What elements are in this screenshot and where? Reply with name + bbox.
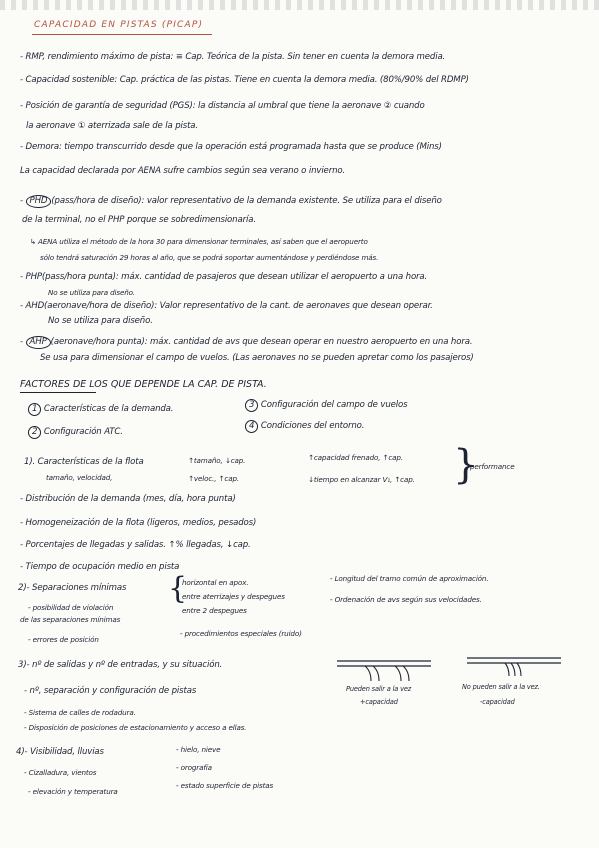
title-underline bbox=[32, 34, 212, 35]
special-procedures: - procedimientos especiales (ruido) bbox=[180, 629, 302, 638]
occupancy-line: - Tiempo de ocupación medio en pista bbox=[20, 562, 180, 572]
rmp-line: - RMP, rendimiento máximo de pista: ≡ Cap. Teórica de la pista. Sin tener en cuenta la demora media. bbox=[20, 52, 446, 62]
performance-label: performance bbox=[470, 462, 515, 471]
windshear-line: - Cizalladura, vientos bbox=[24, 768, 97, 777]
homogeneity-line: - Homogeneización de la flota (ligeros, medios, pesados) bbox=[20, 518, 257, 528]
visibility-line: 4)- Visibilidad, lluvias bbox=[16, 747, 104, 757]
aena-line: La capacidad declarada por AENA sufre cambios según sea verano o invierno. bbox=[20, 166, 346, 176]
ahp-line-2: Se usa para dimensionar el campo de vuelos. (Las aeronaves no se pueden apretar como los pasajeros) bbox=[40, 353, 474, 363]
distribution-line: - Distribución de la demanda (mes, día, hora punta) bbox=[20, 494, 236, 504]
factor-3: 3 Configuración del campo de vuelos bbox=[245, 399, 407, 412]
ahp-label: AHP bbox=[26, 336, 51, 349]
separation-two-takeoffs: entre 2 despegues bbox=[182, 606, 247, 615]
factors-heading: FACTORES DE LOS QUE DEPENDE LA CAP. DE PISTA. bbox=[20, 379, 267, 390]
runway-surface-line: - estado superficie de pistas bbox=[176, 781, 274, 790]
factor-1: 1 Características de la demanda. bbox=[28, 403, 173, 416]
diagram-2-caption: No pueden salir a la vez. bbox=[462, 683, 540, 691]
diagram-1-effect: +capacidad bbox=[360, 698, 398, 706]
factors-heading-underline bbox=[20, 392, 96, 393]
parking-line: - Disposición de posiciones de estacionamiento y acceso a ellas. bbox=[24, 723, 247, 732]
fleet-speed: ↑veloc., ↑cap. bbox=[188, 474, 240, 483]
perforation-edge bbox=[0, 0, 599, 10]
fleet-sub: tamaño, velocidad, bbox=[46, 473, 113, 482]
runway-diagram-adjacent-exits bbox=[465, 652, 565, 680]
separation-heading: 2)- Separaciones mínimas bbox=[18, 583, 127, 593]
phd-line-2: de la terminal, no el PHP porque se sobredimensionaría. bbox=[22, 215, 256, 225]
fleet-heading: 1). Características de la flota bbox=[24, 457, 144, 467]
performance-brace: } bbox=[453, 442, 479, 488]
fleet-braking: ↑capacidad frenado, ↑cap. bbox=[308, 453, 403, 462]
orography-line: - orografía bbox=[176, 763, 212, 772]
violation-line-1: - posibilidad de violación bbox=[28, 603, 114, 612]
fleet-size: ↑tamaño, ↓cap. bbox=[188, 456, 246, 465]
percentage-line: - Porcentajes de llegadas y salidas. ↑% llegadas, ↓cap. bbox=[20, 540, 251, 550]
separation-land-takeoff: entre aterrizajes y despegues bbox=[182, 592, 285, 601]
php-line-2: No se utiliza para diseño. bbox=[48, 288, 136, 297]
factor-4: 4 Condiciones del entorno. bbox=[245, 420, 364, 433]
separation-brace: { bbox=[168, 571, 188, 606]
pgs-line-1: - Posición de garantía de seguridad (PGS): la distancia al umbral que tiene la aeronave ② cuando bbox=[20, 101, 425, 111]
demora-line: - Demora: tiempo transcurrido desde que la operación está programada hasta que se produce (Mins) bbox=[20, 142, 442, 152]
phd-label: PHD bbox=[26, 195, 52, 208]
diagram-1-caption: Pueden salir a la vez bbox=[346, 685, 412, 693]
taxiways-line: - Sistema de calles de rodadura. bbox=[24, 708, 136, 717]
page-title: CAPACIDAD EN PISTAS (PICAP) bbox=[34, 20, 204, 30]
factor-2: 2 Configuración ATC. bbox=[28, 426, 123, 439]
phd-line-4: sólo tendrá saturación 29 horas al año, que se podrá soportar aumentándose y perdiéndose más. bbox=[40, 253, 379, 262]
runways-line: - nº, separación y configuración de pistas bbox=[24, 686, 197, 696]
ahd-line-1: - AHD(aeronave/hora de diseño): Valor representativo de la cant. de aeronaves que desean operar. bbox=[20, 301, 433, 311]
speed-ordering: - Ordenación de avs según sus velocidades. bbox=[330, 595, 482, 604]
approach-length: - Longitud del tramo común de aproximación. bbox=[330, 574, 489, 583]
ahp-line-1: - AHP (aeronave/hora punta): máx. cantidad de avs que desean operar en nuestro aeropuerto en una hora. bbox=[20, 337, 473, 347]
pgs-line-2: la aeronave ① aterrizada sale de la pista. bbox=[26, 121, 198, 131]
sostenible-line: - Capacidad sostenible: Cap. práctica de las pistas. Tiene en cuenta la demora media. (80%/90% del RDMP) bbox=[20, 75, 469, 85]
ahd-line-2: No se utiliza para diseño. bbox=[48, 316, 153, 326]
exits-line: 3)- nº de salidas y nº de entradas, y su situación. bbox=[18, 660, 223, 670]
elevation-line: - elevación y temperatura bbox=[28, 787, 118, 796]
separation-horizontal: horizontal en apox. bbox=[182, 578, 249, 587]
diagram-2-effect: -capacidad bbox=[480, 698, 515, 706]
position-errors: - errores de posición bbox=[28, 635, 99, 644]
php-line-1: - PHP(pass/hora punta): máx. cantidad de pasajeros que desean utilizar el aeropuerto a una hora. bbox=[20, 272, 428, 282]
runway-diagram-parallel-exits bbox=[335, 655, 435, 683]
phd-line-1: - PHD (pass/hora de diseño): valor representativo de la demanda existente. Se utiliza para el diseño bbox=[20, 196, 442, 206]
fleet-v1: ↓tiempo en alcanzar V₁, ↑cap. bbox=[308, 475, 415, 484]
violation-line-2: de las separaciones mínimas bbox=[20, 615, 121, 624]
ice-line: - hielo, nieve bbox=[176, 745, 221, 754]
phd-line-3: ↳ AENA utiliza el método de la hora 30 para dimensionar terminales, así saben que el aeropuerto bbox=[30, 237, 368, 246]
